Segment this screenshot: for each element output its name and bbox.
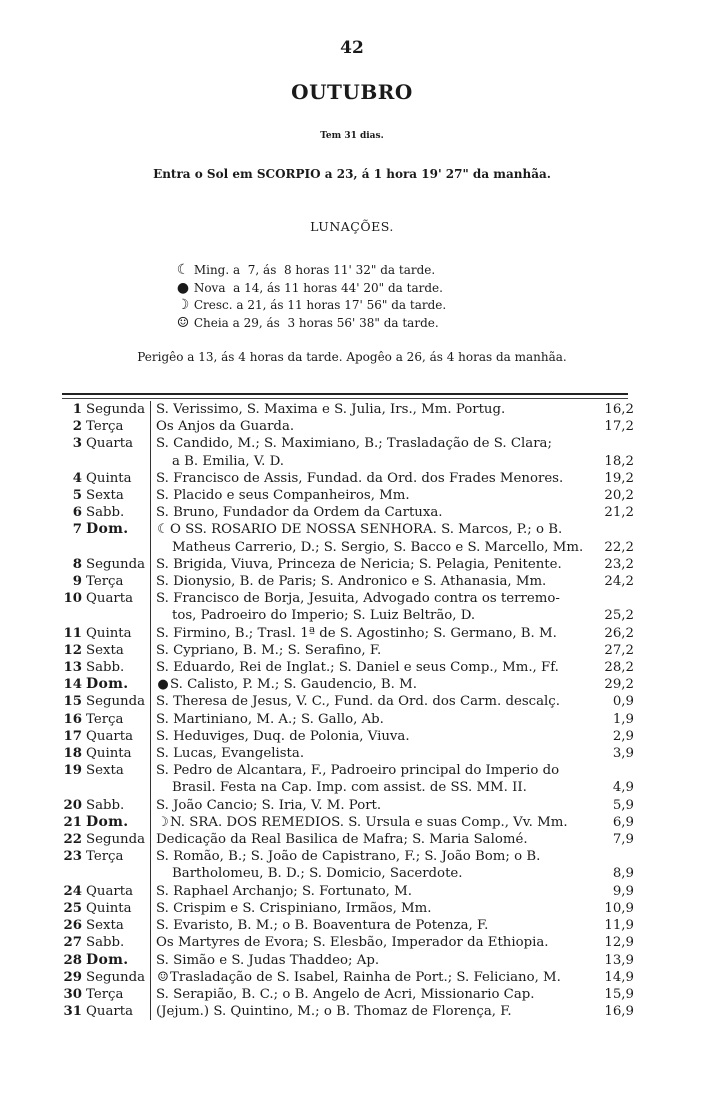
moon-age [590, 814, 634, 831]
saints-of-day [151, 573, 591, 590]
calendar-row [60, 711, 634, 728]
moon-age [590, 556, 634, 573]
moon-phase-row [176, 297, 446, 315]
moon-age [590, 934, 634, 951]
moon-age-value: 6,9 [612, 814, 634, 830]
day-number: 6 [72, 505, 82, 521]
perigee-apogee-line: Perigêo a 13, ás 4 horas da tarde. Apogêo a 26, ás 4 horas da manhãa. [137, 350, 567, 364]
day-number: 21 [63, 814, 82, 830]
weekday: Terça [86, 986, 151, 1003]
moon-age-value: 26,2 [604, 625, 634, 641]
weekday: Quinta [86, 625, 151, 642]
weekday: Segunda [86, 556, 151, 573]
moon-age-value: 27,2 [604, 642, 634, 658]
weekday: Segunda [86, 401, 151, 418]
month-title: OUTUBRO [291, 80, 413, 104]
day-number: 24 [63, 883, 82, 899]
saints-line: Dedicação da Real Basilica de Mafra; S. Maria Salomé. [156, 832, 528, 848]
day-number: 25 [63, 900, 82, 916]
moon-age [590, 900, 634, 917]
calendar-row [60, 986, 634, 1003]
day-number: 12 [63, 642, 82, 658]
moon-age [590, 917, 634, 934]
moon-age-value: 1,9 [612, 711, 634, 727]
moon-phase-text: Cresc. a 21, ás 11 horas 17' 56" da tarde. [193, 298, 447, 312]
saints-line: S. Dionysio, B. de Paris; S. Andronico e S. Athanasia, Mm. [156, 574, 547, 590]
moon-phase-icon: ☾ [176, 262, 190, 278]
calendar-row [60, 418, 634, 435]
weekday: Segunda [86, 969, 151, 986]
moon-age-value: 28,2 [604, 660, 634, 676]
saints-line: S. Cypriano, B. M.; S. Serafino, F. [156, 642, 382, 658]
moon-phase-icon: ☽ [157, 814, 169, 830]
moon-age-value: 20,2 [604, 488, 634, 504]
moon-age [590, 745, 634, 762]
saints-of-day [151, 762, 591, 796]
saints-of-day [151, 883, 591, 900]
saints-of-day [151, 659, 591, 676]
saints-line: S. Serapião, B. C.; o B. Angelo de Acri, Missionario Cap. [156, 986, 535, 1002]
saints-of-day [151, 814, 591, 831]
saints-line: S. Theresa de Jesus, V. C., Fund. da Ord. dos Carm. descalç. [156, 694, 560, 710]
saints-of-day [151, 711, 591, 728]
day-number: 20 [63, 797, 82, 813]
moon-age [590, 711, 634, 728]
calendar-row [60, 487, 634, 504]
moon-age [590, 969, 634, 986]
moon-age [590, 676, 634, 693]
day-number: 29 [63, 969, 82, 985]
moon-age-value: 25,2 [604, 608, 634, 624]
moon-phase-icon: ☾ [157, 522, 169, 538]
saints-line: Brasil. Festa na Cap. Imp. com assist. de SS. MM. II. [172, 780, 527, 796]
saints-line: Bartholomeu, B. D.; S. Domicio, Sacerdote. [172, 866, 463, 882]
calendar-row [60, 762, 634, 796]
moon-age-value: 9,9 [612, 883, 634, 899]
calendar-row [60, 693, 634, 710]
saints-line: (Jejum.) S. Quintino, M.; o B. Thomaz de Florença, F. [156, 1004, 512, 1020]
saints-line: Os Anjos da Guarda. [156, 419, 295, 435]
calendar-row [60, 573, 634, 590]
divider [62, 393, 628, 395]
calendar-row [60, 797, 634, 814]
saints-line: a B. Emilia, V. D. [172, 453, 284, 469]
saints-of-day [151, 934, 591, 951]
saints-of-day [151, 969, 591, 986]
saints-of-day [151, 418, 591, 435]
moon-age [590, 625, 634, 642]
day-number: 3 [72, 436, 82, 452]
weekday: Quinta [86, 900, 151, 917]
moon-age [590, 642, 634, 659]
weekday: Quarta [86, 883, 151, 900]
moon-age-value: 16,2 [604, 402, 634, 417]
calendar-row [60, 401, 634, 418]
weekday: Dom. [86, 676, 151, 693]
calendar-row [60, 969, 634, 986]
saints-line: S. Francisco de Assis, Fundad. da Ord. dos Frades Menores. [156, 470, 564, 486]
moon-age-value: 7,9 [612, 832, 634, 848]
moon-age-value: 5,9 [612, 797, 634, 813]
moon-age [590, 435, 634, 469]
saints-of-day [151, 1003, 591, 1020]
moon-phase-row [176, 280, 446, 298]
days-count: Tem 31 dias. [320, 131, 384, 141]
moon-age [590, 659, 634, 676]
calendar-row [60, 504, 634, 521]
day-number: 15 [63, 694, 82, 710]
moon-phase-icon: ● [176, 279, 190, 296]
calendar-row [60, 848, 634, 882]
moon-age-value: 22,2 [604, 539, 634, 555]
weekday: Sexta [86, 762, 151, 796]
moon-age [590, 693, 634, 710]
saints-line: O SS. ROSARIO DE NOSSA SENHORA. S. Marcos, P.; o B. [170, 522, 563, 538]
moon-age-value: 23,2 [604, 556, 634, 572]
moon-age [590, 728, 634, 745]
saints-line: S. Brigida, Viuva, Princeza de Nericia; S. Pelagia, Penitente. [156, 556, 562, 572]
calendar-row [60, 831, 634, 848]
calendar-row [60, 814, 634, 831]
calendar-row [60, 1003, 634, 1020]
moon-age-value: 24,2 [604, 574, 634, 590]
saints-line: S. Calisto, P. M.; S. Gaudencio, B. M. [170, 677, 417, 693]
moon-age-value [590, 762, 634, 779]
calendar-row [60, 556, 634, 573]
saints-line: S. Verissimo, S. Maxima e S. Julia, Irs., Mm. Portug. [156, 402, 506, 417]
calendar-row [60, 900, 634, 917]
day-number: 17 [63, 728, 82, 744]
day-number: 2 [72, 419, 82, 435]
moon-age [590, 401, 634, 418]
calendar-row [60, 642, 634, 659]
calendar-row [60, 435, 634, 469]
saints-of-day [151, 900, 591, 917]
moon-age-value: 13,9 [604, 952, 634, 968]
weekday: Terça [86, 711, 151, 728]
weekday: Quinta [86, 470, 151, 487]
moon-phases [176, 262, 446, 332]
moon-age [590, 831, 634, 848]
weekday: Sabb. [86, 934, 151, 951]
saints-of-day [151, 435, 591, 469]
moon-age-value: 29,2 [604, 677, 634, 693]
saints-line: S. Eduardo, Rei de Inglat.; S. Daniel e seus Comp., Mm., Ff. [156, 660, 559, 676]
saints-line: S. Simão e S. Judas Thaddeo; Ap. [156, 952, 380, 968]
moon-age-value: 4,9 [612, 780, 634, 796]
moon-phase-icon: ☺ [157, 969, 169, 985]
saints-of-day [151, 625, 591, 642]
saints-line: tos, Padroeiro do Imperio; S. Luiz Beltrão, D. [172, 608, 476, 624]
moon-phase-icon: ● [157, 677, 169, 693]
saints-line: N. SRA. DOS REMEDIOS. S. Ursula e suas Comp., Vv. Mm. [170, 814, 568, 830]
moon-age-value: 18,2 [604, 453, 634, 469]
day-number: 10 [63, 591, 82, 607]
moon-age-value: 12,9 [604, 935, 634, 951]
day-number: 16 [63, 711, 82, 727]
moon-age-value: 2,9 [612, 728, 634, 744]
calendar-row [60, 625, 634, 642]
moon-age [590, 797, 634, 814]
weekday: Terça [86, 573, 151, 590]
weekday: Dom. [86, 952, 151, 969]
saints-line: S. João Cancio; S. Iria, V. M. Port. [156, 797, 382, 813]
moon-age [590, 952, 634, 969]
saints-of-day [151, 642, 591, 659]
saints-of-day [151, 556, 591, 573]
moon-age-value [590, 590, 634, 607]
saints-line: S. Francisco de Borja, Jesuita, Advogado contra os terremo- [156, 591, 560, 607]
moon-phase-icon: ☽ [176, 297, 190, 313]
lunations-heading: LUNAÇÕES. [310, 219, 394, 234]
day-number: 22 [63, 832, 82, 848]
saints-line: S. Pedro de Alcantara, F., Padroeiro principal do Imperio do [156, 763, 560, 779]
page-number: 42 [340, 38, 364, 58]
weekday: Sabb. [86, 504, 151, 521]
weekday: Quinta [86, 745, 151, 762]
moon-age [590, 848, 634, 882]
weekday: Quarta [86, 435, 151, 469]
moon-age [590, 504, 634, 521]
moon-age [590, 573, 634, 590]
weekday: Dom. [86, 521, 151, 555]
saints-line: S. Candido, M.; S. Maximiano, B.; Trasladação de S. Clara; [156, 436, 552, 452]
day-number: 1 [72, 402, 82, 417]
moon-age-value: 0,9 [612, 694, 634, 710]
saints-of-day [151, 848, 591, 882]
calendar-row [60, 659, 634, 676]
weekday: Dom. [86, 814, 151, 831]
weekday: Segunda [86, 831, 151, 848]
moon-age [590, 470, 634, 487]
day-number: 8 [72, 556, 82, 572]
calendar-table [60, 401, 634, 1020]
weekday: Quarta [86, 1003, 151, 1020]
moon-age [590, 986, 634, 1003]
saints-of-day [151, 504, 591, 521]
day-number: 13 [63, 660, 82, 676]
saints-line: Matheus Carrerio, D.; S. Sergio, S. Bacco e S. Marcello, Mm. [172, 539, 584, 555]
weekday: Sexta [86, 917, 151, 934]
saints-of-day [151, 745, 591, 762]
moon-phase-text: Ming. a 7, ás 8 horas 11' 32" da tarde. [193, 263, 436, 277]
saints-line: S. Lucas, Evangelista. [156, 746, 305, 762]
moon-age [590, 418, 634, 435]
moon-age [590, 1003, 634, 1020]
saints-of-day [151, 521, 591, 555]
moon-age-value: 16,9 [604, 1004, 634, 1020]
calendar-row [60, 470, 634, 487]
moon-age [590, 883, 634, 900]
calendar-row [60, 917, 634, 934]
moon-age-value: 19,2 [604, 470, 634, 486]
calendar-row [60, 883, 634, 900]
saints-of-day [151, 728, 591, 745]
moon-age-value: 3,9 [612, 746, 634, 762]
day-number: 19 [63, 763, 82, 779]
saints-of-day [151, 487, 591, 504]
saints-line: S. Bruno, Fundador da Ordem da Cartuxa. [156, 505, 443, 521]
saints-line: S. Heduviges, Duq. de Polonia, Viuva. [156, 728, 410, 744]
day-number: 14 [63, 677, 82, 693]
day-number: 30 [63, 986, 82, 1002]
moon-age-value [590, 521, 634, 538]
moon-phase-text: Nova a 14, ás 11 horas 44' 20" da tarde. [193, 280, 443, 295]
moon-age-value: 21,2 [604, 505, 634, 521]
weekday: Sexta [86, 642, 151, 659]
weekday: Sabb. [86, 659, 151, 676]
moon-phase-text: Cheia a 29, ás 3 horas 56' 38" da tarde. [193, 315, 439, 330]
moon-age-value: 14,9 [604, 969, 634, 985]
calendar-row [60, 728, 634, 745]
saints-of-day [151, 917, 591, 934]
weekday: Quarta [86, 728, 151, 745]
day-number: 9 [72, 574, 82, 590]
weekday: Terça [86, 848, 151, 882]
saints-line: S. Romão, B.; S. João de Capistrano, F.; S. João Bom; o B. [156, 849, 541, 865]
saints-of-day [151, 831, 591, 848]
weekday: Sexta [86, 487, 151, 504]
calendar-row [60, 745, 634, 762]
saints-line: S. Crispim e S. Crispiniano, Irmãos, Mm. [156, 900, 432, 916]
moon-age [590, 762, 634, 796]
day-number: 27 [63, 935, 82, 951]
calendar-row [60, 676, 634, 693]
day-number: 4 [72, 470, 82, 486]
saints-of-day [151, 986, 591, 1003]
saints-of-day [151, 676, 591, 693]
day-number: 5 [72, 488, 82, 504]
calendar-row [60, 521, 634, 555]
moon-age-value: 15,9 [604, 986, 634, 1002]
day-number: 18 [63, 746, 82, 762]
moon-age-value [590, 848, 634, 865]
saints-of-day [151, 470, 591, 487]
sun-entry-line: Entra o Sol em SCORPIO a 23, á 1 hora 19' 27" da manhãa. [153, 167, 551, 181]
moon-phase-row [176, 262, 446, 280]
day-number: 31 [63, 1004, 82, 1020]
calendar-row [60, 590, 634, 624]
saints-of-day [151, 952, 591, 969]
calendar-row [60, 952, 634, 969]
divider [62, 398, 628, 399]
moon-age [590, 521, 634, 555]
saints-line: S. Evaristo, B. M.; o B. Boaventura de Potenza, F. [156, 918, 489, 934]
day-number: 26 [63, 918, 82, 934]
calendar-row [60, 934, 634, 951]
moon-age-value: 17,2 [604, 419, 634, 435]
day-number: 11 [63, 625, 82, 641]
saints-line: S. Placido e seus Companheiros, Mm. [156, 488, 410, 504]
moon-age-value [590, 435, 634, 452]
moon-age-value: 10,9 [604, 900, 634, 916]
moon-age [590, 590, 634, 624]
saints-of-day [151, 401, 591, 418]
saints-of-day [151, 693, 591, 710]
saints-line: S. Raphael Archanjo; S. Fortunato, M. [156, 883, 412, 899]
weekday: Sabb. [86, 797, 151, 814]
weekday: Segunda [86, 693, 151, 710]
moon-age-value: 11,9 [604, 918, 634, 934]
saints-line: Os Martyres de Evora; S. Elesbão, Imperador da Ethiopia. [156, 935, 549, 951]
saints-line: S. Firmino, B.; Trasl. 1ª de S. Agostinho; S. Germano, B. M. [156, 625, 557, 641]
saints-of-day [151, 590, 591, 624]
weekday: Quarta [86, 590, 151, 624]
moon-age-value: 8,9 [612, 866, 634, 882]
saints-line: S. Martiniano, M. A.; S. Gallo, Ab. [156, 711, 384, 727]
saints-of-day [151, 797, 591, 814]
saints-line: Trasladação de S. Isabel, Rainha de Port.; S. Feliciano, M. [170, 969, 561, 985]
moon-phase-icon: ☺ [176, 314, 190, 331]
day-number: 23 [63, 849, 82, 865]
moon-phase-row [176, 315, 446, 333]
moon-age [590, 487, 634, 504]
weekday: Terça [86, 418, 151, 435]
day-number: 7 [72, 522, 82, 538]
day-number: 28 [63, 952, 82, 968]
